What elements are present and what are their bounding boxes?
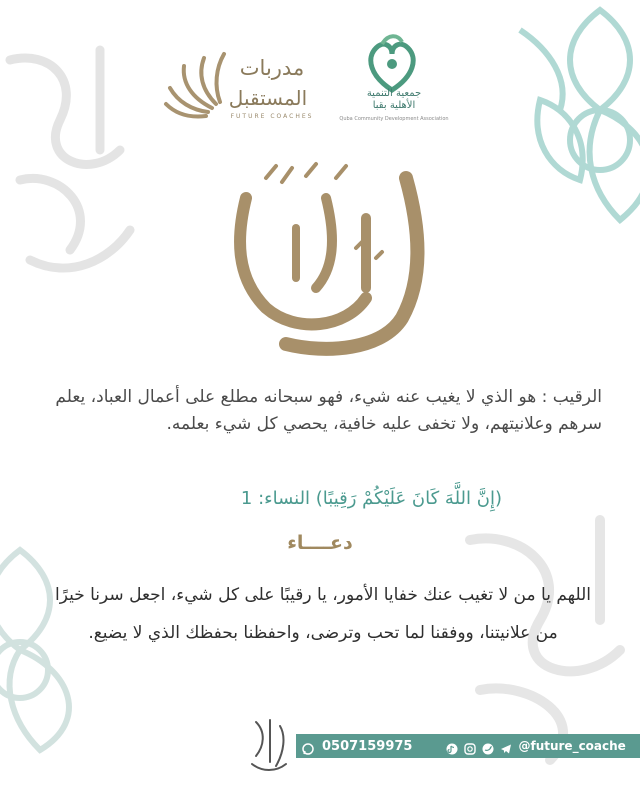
association-name-line1: جمعية التنمية <box>366 88 422 99</box>
association-logo-icon <box>352 30 432 130</box>
association-english-name: Quba Community Development Association <box>339 116 449 122</box>
background-calligraphy-left <box>0 20 150 300</box>
future-logo-english: FUTURE COACHES <box>230 113 314 120</box>
signature-calligraphy-icon <box>246 712 292 776</box>
dua-text: اللهم يا من لا تغيب عنك خفايا الأمور، يا رقيبًا على كل شيء، اجعل سرنا خيرًا من علانيتنا، ووفقنا لما تحب وترضى، واحفظنا بحفظك الذي لا يضيع. <box>54 585 592 643</box>
future-logo-arabic-line1: مدربات <box>239 56 305 80</box>
dua-heading: دعــــاء <box>287 532 353 554</box>
future-logo-arabic-line2: المستقبل <box>228 86 308 110</box>
whatsapp-icon[interactable] <box>302 740 314 752</box>
telegram-icon[interactable] <box>500 740 512 752</box>
association-name <box>340 88 448 112</box>
phone-number[interactable]: 0507159975 <box>322 738 413 754</box>
footer-contact <box>296 734 640 758</box>
social-handle[interactable]: @future_coache <box>518 739 626 753</box>
instagram-icon[interactable] <box>464 740 476 752</box>
name-description: الرقيب : هو الذي لا يغيب عنه شيء، فهو سبحانه مطلع على أعمال العباد، يعلم سرهم وعلانيتهم، ولا تخفى عليه خافية، يحصي كل شيء بعلمه. <box>55 387 602 434</box>
association-name-line2: الأهلية بقبا <box>372 100 416 111</box>
ornament-top-right <box>480 0 640 270</box>
tiktok-icon[interactable] <box>446 740 458 752</box>
al-raqib-calligraphy-icon <box>206 158 454 360</box>
twitter-icon[interactable] <box>482 740 494 752</box>
quran-verse: (إِنَّ اللَّهَ كَانَ عَلَيْكُمْ رَقِيبًا) النساء: 1 <box>240 488 502 509</box>
